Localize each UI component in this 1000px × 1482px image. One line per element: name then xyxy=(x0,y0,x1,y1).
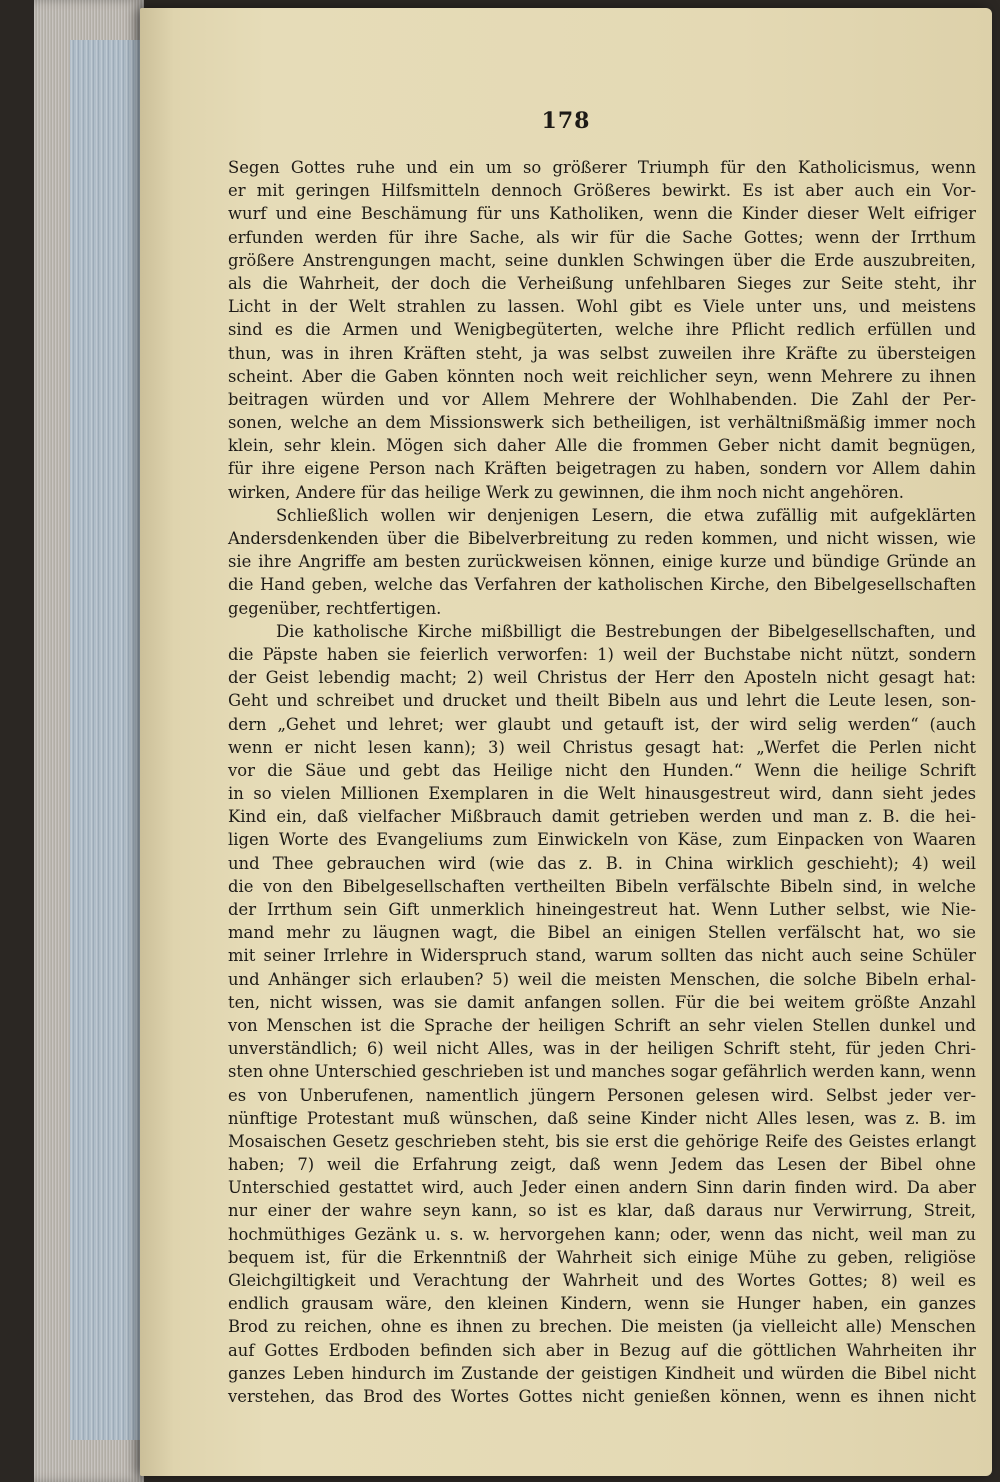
text-line: Brod zu reichen, ohne es ihnen zu brechen. Die meisten (ja vielleicht alle) Menschen xyxy=(228,1317,976,1337)
text-line: Gleichgiltigkeit und Verachtung der Wahrheit und des Wortes Gottes; 8) weil es xyxy=(228,1271,976,1290)
book-page-edges-blue xyxy=(70,40,144,1440)
text-line: sten ohne Unterschied geschrieben ist und manches sogar gefährlich werden kann, wenn xyxy=(228,1062,976,1082)
text-line: der Geist lebendig macht; 2) weil Christus der Herr den Aposteln nicht gesagt hat: xyxy=(228,668,976,688)
text-line: nur einer der wahre seyn kann, so ist es klar, daß daraus nur Verwirrung, Streit, xyxy=(228,1201,976,1221)
text-line: ganzes Leben hindurch im Zustande der geistigen Kindheit und würden die Bibel nicht xyxy=(228,1363,976,1383)
text-line: mand mehr zu läugnen wagt, die Bibel an einigen Stellen verfälscht hat, wo sie xyxy=(228,923,976,943)
text-line: von Menschen ist die Sprache der heiligen Schrift an sehr vielen Stellen dunkel und xyxy=(228,1015,976,1035)
text-line: die Hand geben, welche das Verfahren der katholischen Kirche, den Bibelgesellschaften xyxy=(228,575,976,595)
text-line: als die Wahrheit, der doch die Verheißung unfehlbaren Sieges zur Seite steht, ihr xyxy=(228,273,976,293)
text-line: er mit geringen Hilfsmitteln dennoch Größeres bewirkt. Es ist aber auch ein Vor- xyxy=(228,181,976,201)
text-line: für ihre eigene Person nach Kräften beigetragen zu haben, sondern vor Allem dahin xyxy=(228,459,976,479)
text-line: gegenüber, rechtfertigen. xyxy=(228,598,442,618)
text-line: Schließlich wollen wir denjenigen Lesern, die etwa zufällig mit aufgeklärten xyxy=(276,505,976,525)
text-line: vor die Säue und gebt das Heilige nicht den Hunden.“ Wenn die heilige Schrift xyxy=(228,760,976,780)
text-line: Mosaischen Gesetz geschrieben steht, bis sie erst die gehörige Reife des Geistes erlangt xyxy=(228,1131,976,1151)
text-line: haben; 7) weil die Erfahrung zeigt, daß wenn Jedem das Lesen der Bibel ohne xyxy=(228,1155,976,1175)
text-block xyxy=(228,156,976,1408)
text-line: erfunden werden für ihre Sache, als wir für die Sache Gottes; wenn der Irrthum xyxy=(228,227,976,247)
text-line: und Thee gebrauchen wird (wie das z. B. in China wirklich geschieht); 4) weil xyxy=(228,853,976,873)
text-line: Andersdenkenden über die Bibelverbreitung zu reden kommen, und nicht wissen, wie xyxy=(228,529,976,548)
text-line: Licht in der Welt strahlen zu lassen. Wohl gibt es Viele unter uns, und meistens xyxy=(228,297,976,317)
text-line: bequem ist, für die Erkenntniß der Wahrheit sich einige Mühe zu geben, religiöse xyxy=(228,1247,976,1267)
text-line: hochmüthiges Gezänk u. s. w. hervorgehen kann; oder, wenn das nicht, weil man zu xyxy=(228,1224,976,1244)
text-line: sind es die Armen und Wenigbegüterten, welche ihre Pflicht redlich erfüllen und xyxy=(228,320,976,340)
text-line: ligen Worte des Evangeliums zum Einwickeln von Käse, zum Einpacken von Waaren xyxy=(228,830,976,850)
text-line: Unterschied gestattet wird, auch Jeder einen andern Sinn darin finden wird. Da aber xyxy=(228,1178,976,1198)
text-line: die von den Bibelgesellschaften vertheilten Bibeln verfälschte Bibeln sind, in welche xyxy=(228,876,976,896)
text-line: größere Anstrengungen macht, seine dunklen Schwingen über die Erde auszubreiten, xyxy=(228,250,976,270)
text-line: und Anhänger sich erlauben? 5) weil die meisten Menschen, die solche Bibeln erhal- xyxy=(228,969,976,989)
text-line: Segen Gottes ruhe und ein um so größerer Triumph für den Katholicismus, wenn xyxy=(228,158,976,177)
text-line: verstehen, das Brod des Wortes Gottes nicht genießen können, wenn es ihnen nicht xyxy=(228,1386,976,1406)
text-line: beitragen würden und vor Allem Mehrere der Wohlhabenden. Die Zahl der Per- xyxy=(228,389,976,409)
text-line: wenn er nicht lesen kann); 3) weil Christus gesagt hat: „Werfet die Perlen nicht xyxy=(228,737,976,757)
text-line: thun, was in ihren Kräften steht, ja was selbst zuweilen ihre Kräfte zu übersteigen xyxy=(228,343,976,363)
text-line: auf Gottes Erdboden befinden sich aber in Bezug auf die göttlichen Wahrheiten ihr xyxy=(228,1340,976,1360)
text-line: Die katholische Kirche mißbilligt die Bestrebungen der Bibelgesellschaften, und xyxy=(276,621,976,641)
text-line: klein, sehr klein. Mögen sich daher Alle die frommen Geber nicht damit begnügen, xyxy=(228,436,976,456)
page-number: 178 xyxy=(541,108,591,134)
text-line: der Irrthum sein Gift unmerklich hineingestreut hat. Wenn Luther selbst, wie Nie- xyxy=(228,900,976,919)
text-line: endlich grausam wäre, den kleinen Kindern, wenn sie Hunger haben, ein ganzes xyxy=(228,1294,976,1314)
text-line: Kind ein, daß vielfacher Mißbrauch damit getrieben werden und man z. B. die hei- xyxy=(228,807,976,827)
text-line: die Päpste haben sie feierlich verworfen: 1) weil der Buchstabe nicht nützt, sondern xyxy=(228,644,976,664)
text-line: mit seiner Irrlehre in Widerspruch stand, warum sollten das nicht auch seine Schüler xyxy=(228,946,976,966)
text-line: sonen, welche an dem Missionswerk sich betheiligen, ist verhältnißmäßig immer noch xyxy=(228,413,976,433)
book-page xyxy=(140,8,992,1476)
text-line: sie ihre Angriffe am besten zurückweisen können, einige kurze und bündige Gründe an xyxy=(228,552,976,572)
text-line: wirken, Andere für das heilige Werk zu gewinnen, die ihm noch nicht angehören. xyxy=(228,482,904,502)
text-line: ten, nicht wissen, was sie damit anfangen sollen. Für die bei weitem größte Anzahl xyxy=(228,992,976,1012)
text-line: es von Unberufenen, namentlich jüngern Personen gelesen wird. Selbst jeder ver- xyxy=(228,1085,976,1105)
text-line: wurf und eine Beschämung für uns Katholiken, wenn die Kinder dieser Welt eifriger xyxy=(228,204,976,224)
text-line: dern „Gehet und lehret; wer glaubt und getauft ist, der wird selig werden“ (auch xyxy=(228,714,976,734)
text-line: Geht und schreibet und drucket und theilt Bibeln aus und lehrt die Leute lesen, son- xyxy=(228,691,976,711)
text-line: nünftige Protestant muß wünschen, daß seine Kinder nicht Alles lesen, was z. B. im xyxy=(228,1108,976,1128)
text-line: unverständlich; 6) weil nicht Alles, was in der heiligen Schrift steht, für jeden Chri- xyxy=(228,1039,976,1059)
text-line: in so vielen Millionen Exemplaren in die Welt hinausgestreut wird, dann sieht jedes xyxy=(228,784,976,804)
text-line: scheint. Aber die Gaben könnten noch weit reichlicher seyn, wenn Mehrere zu ihnen xyxy=(228,366,976,386)
